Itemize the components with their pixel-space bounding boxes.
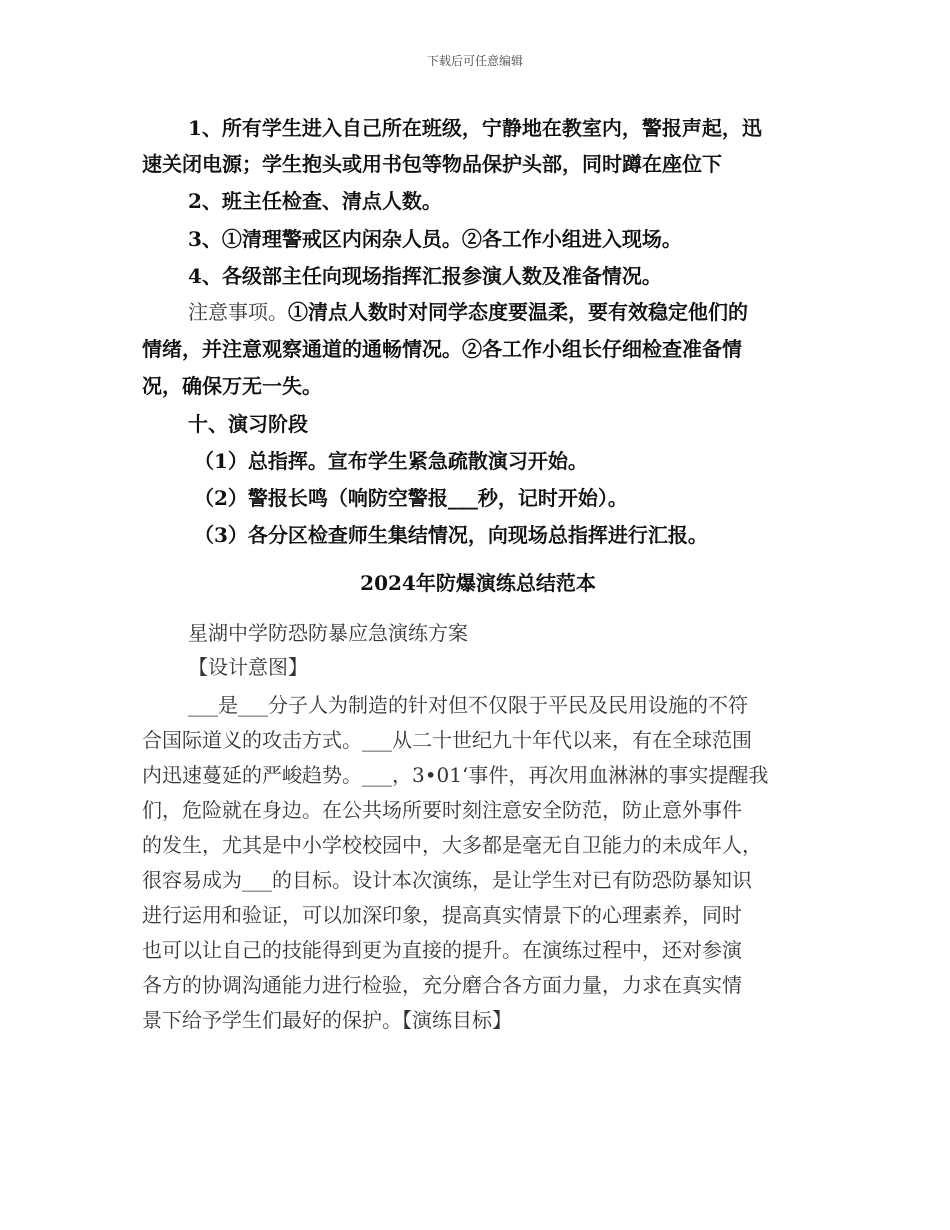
design-intent-heading: 【设计意图】 (188, 655, 308, 679)
body-line: 景下给予学生们最好的保护。【演练目标】 (142, 1008, 512, 1032)
drill-step-2: （2）警报长鸣（响防空警报___秒，记时开始）。 (194, 486, 628, 510)
paragraph-2: 2、班主任检查、清点人数。 (188, 189, 442, 213)
body-line: 也可以让自己的技能得到更为直接的提升。在演练过程中，还对参演 (142, 938, 742, 962)
body-line: ___是___分子人为制造的针对但不仅限于平民及民用设施的不符 (188, 693, 748, 717)
body-line: 很容易成为___的目标。设计本次演练，是让学生对已有防恐防暴知识 (142, 868, 752, 892)
drill-step-3: （3）各分区检查师生集结情况，向现场总指挥进行汇报。 (194, 523, 708, 547)
paragraph-1-line-1: 1、所有学生进入自己所在班级，宁静地在教室内，警报声起，迅 (188, 116, 762, 140)
body-line: 各方的协调沟通能力进行检验，充分磨合各方面力量，力求在真实情 (142, 973, 742, 997)
body-line: 内迅速蔓延的严峻趋势。___，3•01‘事件，再次用血淋淋的事实提醒我 (142, 763, 769, 787)
drill-stage-heading: 十、演习阶段 (188, 412, 308, 436)
body-line: 合国际道义的攻击方式。___从二十世纪九十年代以来，有在全球范围 (142, 728, 752, 752)
document-title: 2024年防爆演练总结范本 (360, 571, 596, 595)
notes-label: 注意事项。 (188, 300, 288, 324)
page-header: 下载后可任意编辑 (426, 54, 523, 68)
notes-line-3: 况，确保万无一失。 (142, 374, 322, 398)
plan-subtitle: 星湖中学防恐防暴应急演练方案 (188, 621, 468, 645)
paragraph-1-line-2: 速关闭电源；学生抱头或用书包等物品保护头部，同时蹲在座位下 (142, 152, 722, 176)
notes-text-1: ①清点人数时对同学态度要温柔，要有效稳定他们的 (288, 300, 748, 324)
paragraph-4: 4、各级部主任向现场指挥汇报参演人数及准备情况。 (188, 264, 662, 288)
body-line: 的发生，尤其是中小学校校园中，大多都是毫无自卫能力的未成年人， (142, 833, 762, 857)
drill-step-1: （1）总指挥。宣布学生紧急疏散演习开始。 (194, 449, 588, 473)
paragraph-3: 3、①清理警戒区内闲杂人员。②各工作小组进入现场。 (188, 227, 682, 251)
body-line: 们，危险就在身边。在公共场所要时刻注意安全防范，防止意外事件 (142, 798, 742, 822)
notes-line-2: 情绪，并注意观察通道的通畅情况。②各工作小组长仔细检查准备情 (142, 337, 742, 361)
body-line: 进行运用和验证，可以加深印象，提高真实情景下的心理素养，同时 (142, 903, 742, 927)
notes-line-1 (188, 300, 748, 324)
